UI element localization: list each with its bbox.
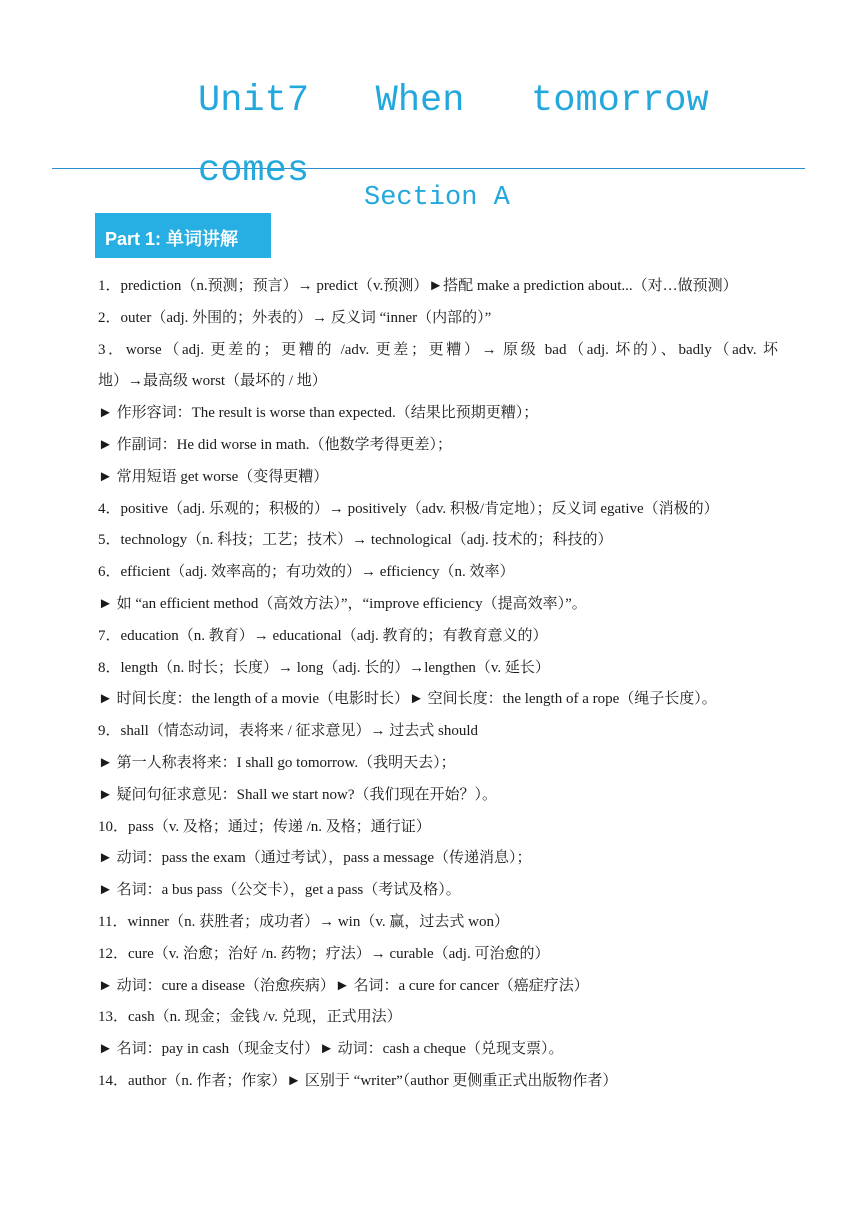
part-badge-label: Part 1: 单词讲解 bbox=[105, 229, 239, 249]
vocab-line: ► 作形容词：The result is worse than expected.（结果比预期更糟）； bbox=[98, 405, 539, 422]
vocab-line: 2．outer（adj. 外围的；外表的）→ 反义词 “inner（内部的）” bbox=[98, 309, 492, 326]
vocab-line: 地）→最高级 worst（最坏的 / 地） bbox=[98, 373, 327, 390]
vocab-line: 9．shall（情态动词，表将来 / 征求意见）→ 过去式 should bbox=[98, 723, 479, 740]
vocab-line: ► 名词：pay in cash（现金支付）► 动词：cash a cheque（兑现支票）。 bbox=[98, 1041, 564, 1058]
vocab-line: 8．length（n. 时长；长度）→ long（adj. 长的）→lengthen（v. 延长） bbox=[98, 659, 550, 676]
vocab-line: 14．author（n. 作者；作家）► 区别于 “writer”（author 更侧重正式出版物作者） bbox=[98, 1072, 618, 1089]
vocab-line: 7．education（n. 教育）→ educational（adj. 教育的；有教育意义的） bbox=[98, 627, 548, 644]
vocab-line: 3．worse（adj. 更差的；更糟的 /adv. 更差；更糟）→ 原级 bad（adj. 坏的）、badly（adv. 坏 bbox=[98, 341, 778, 358]
vocab-line: 6．efficient（adj. 效率高的；有功效的）→ efficiency（n. 效率） bbox=[98, 564, 515, 581]
vocab-line: 12．cure（v. 治愈；治好 /n. 药物；疗法）→ curable（adj. 可治愈的） bbox=[98, 945, 550, 962]
unit-title-continued: comes bbox=[198, 150, 310, 192]
title-rule bbox=[52, 168, 805, 169]
vocab-line: 11．winner（n. 获胜者；成功者）→ win（v. 赢，过去式 won） bbox=[98, 913, 509, 930]
vocab-line: ► 名词：a bus pass（公交卡），get a pass（考试及格）。 bbox=[98, 882, 461, 899]
vocab-line: ► 第一人称表将来：I shall go tomorrow.（我明天去）； bbox=[98, 754, 456, 771]
vocab-line: 1．prediction（n.预测；预言）→ predict（v.预测）►搭配 make a prediction about...（对…做预测） bbox=[98, 278, 738, 294]
vocab-line: ► 常用短语 get worse（变得更糟） bbox=[98, 468, 329, 485]
vocab-line: ► 动词：pass the exam（通过考试），pass a message（传递消息）； bbox=[98, 850, 532, 867]
vocab-line: 10．pass（v. 及格；通过；传递 /n. 及格；通行证） bbox=[98, 818, 431, 835]
vocab-line: 13．cash（n. 现金；金钱 /v. 兑现，正式用法） bbox=[98, 1009, 402, 1026]
section-heading: Section A bbox=[364, 183, 510, 213]
vocabulary-list bbox=[98, 273, 778, 1100]
vocab-line: 4．positive（adj. 乐观的；积极的）→ positively（adv. 积极/肯定地）；反义词 egative（消极的） bbox=[98, 500, 719, 517]
vocab-line: ► 动词：cure a disease（治愈疾病）► 名词：a cure for cancer（癌症疗法） bbox=[98, 977, 589, 994]
part-badge bbox=[95, 213, 271, 258]
vocab-line: ► 时间长度：the length of a movie（电影时长）► 空间长度：the length of a rope（绳子长度）。 bbox=[98, 691, 717, 708]
vocab-line: 5．technology（n. 科技；工艺；技术）→ technological（adj. 技术的；科技的） bbox=[98, 532, 613, 549]
unit-title: Unit7 When tomorrow bbox=[198, 80, 709, 122]
vocab-line: ► 作副词：He did worse in math.（他数学考得更差）； bbox=[98, 436, 452, 453]
vocab-line: ► 如 “an efficient method（高效方法）”，“improve efficiency（提高效率）”。 bbox=[98, 595, 587, 612]
vocab-line: ► 疑问句征求意见：Shall we start now?（我们现在开始？）。 bbox=[98, 786, 497, 803]
